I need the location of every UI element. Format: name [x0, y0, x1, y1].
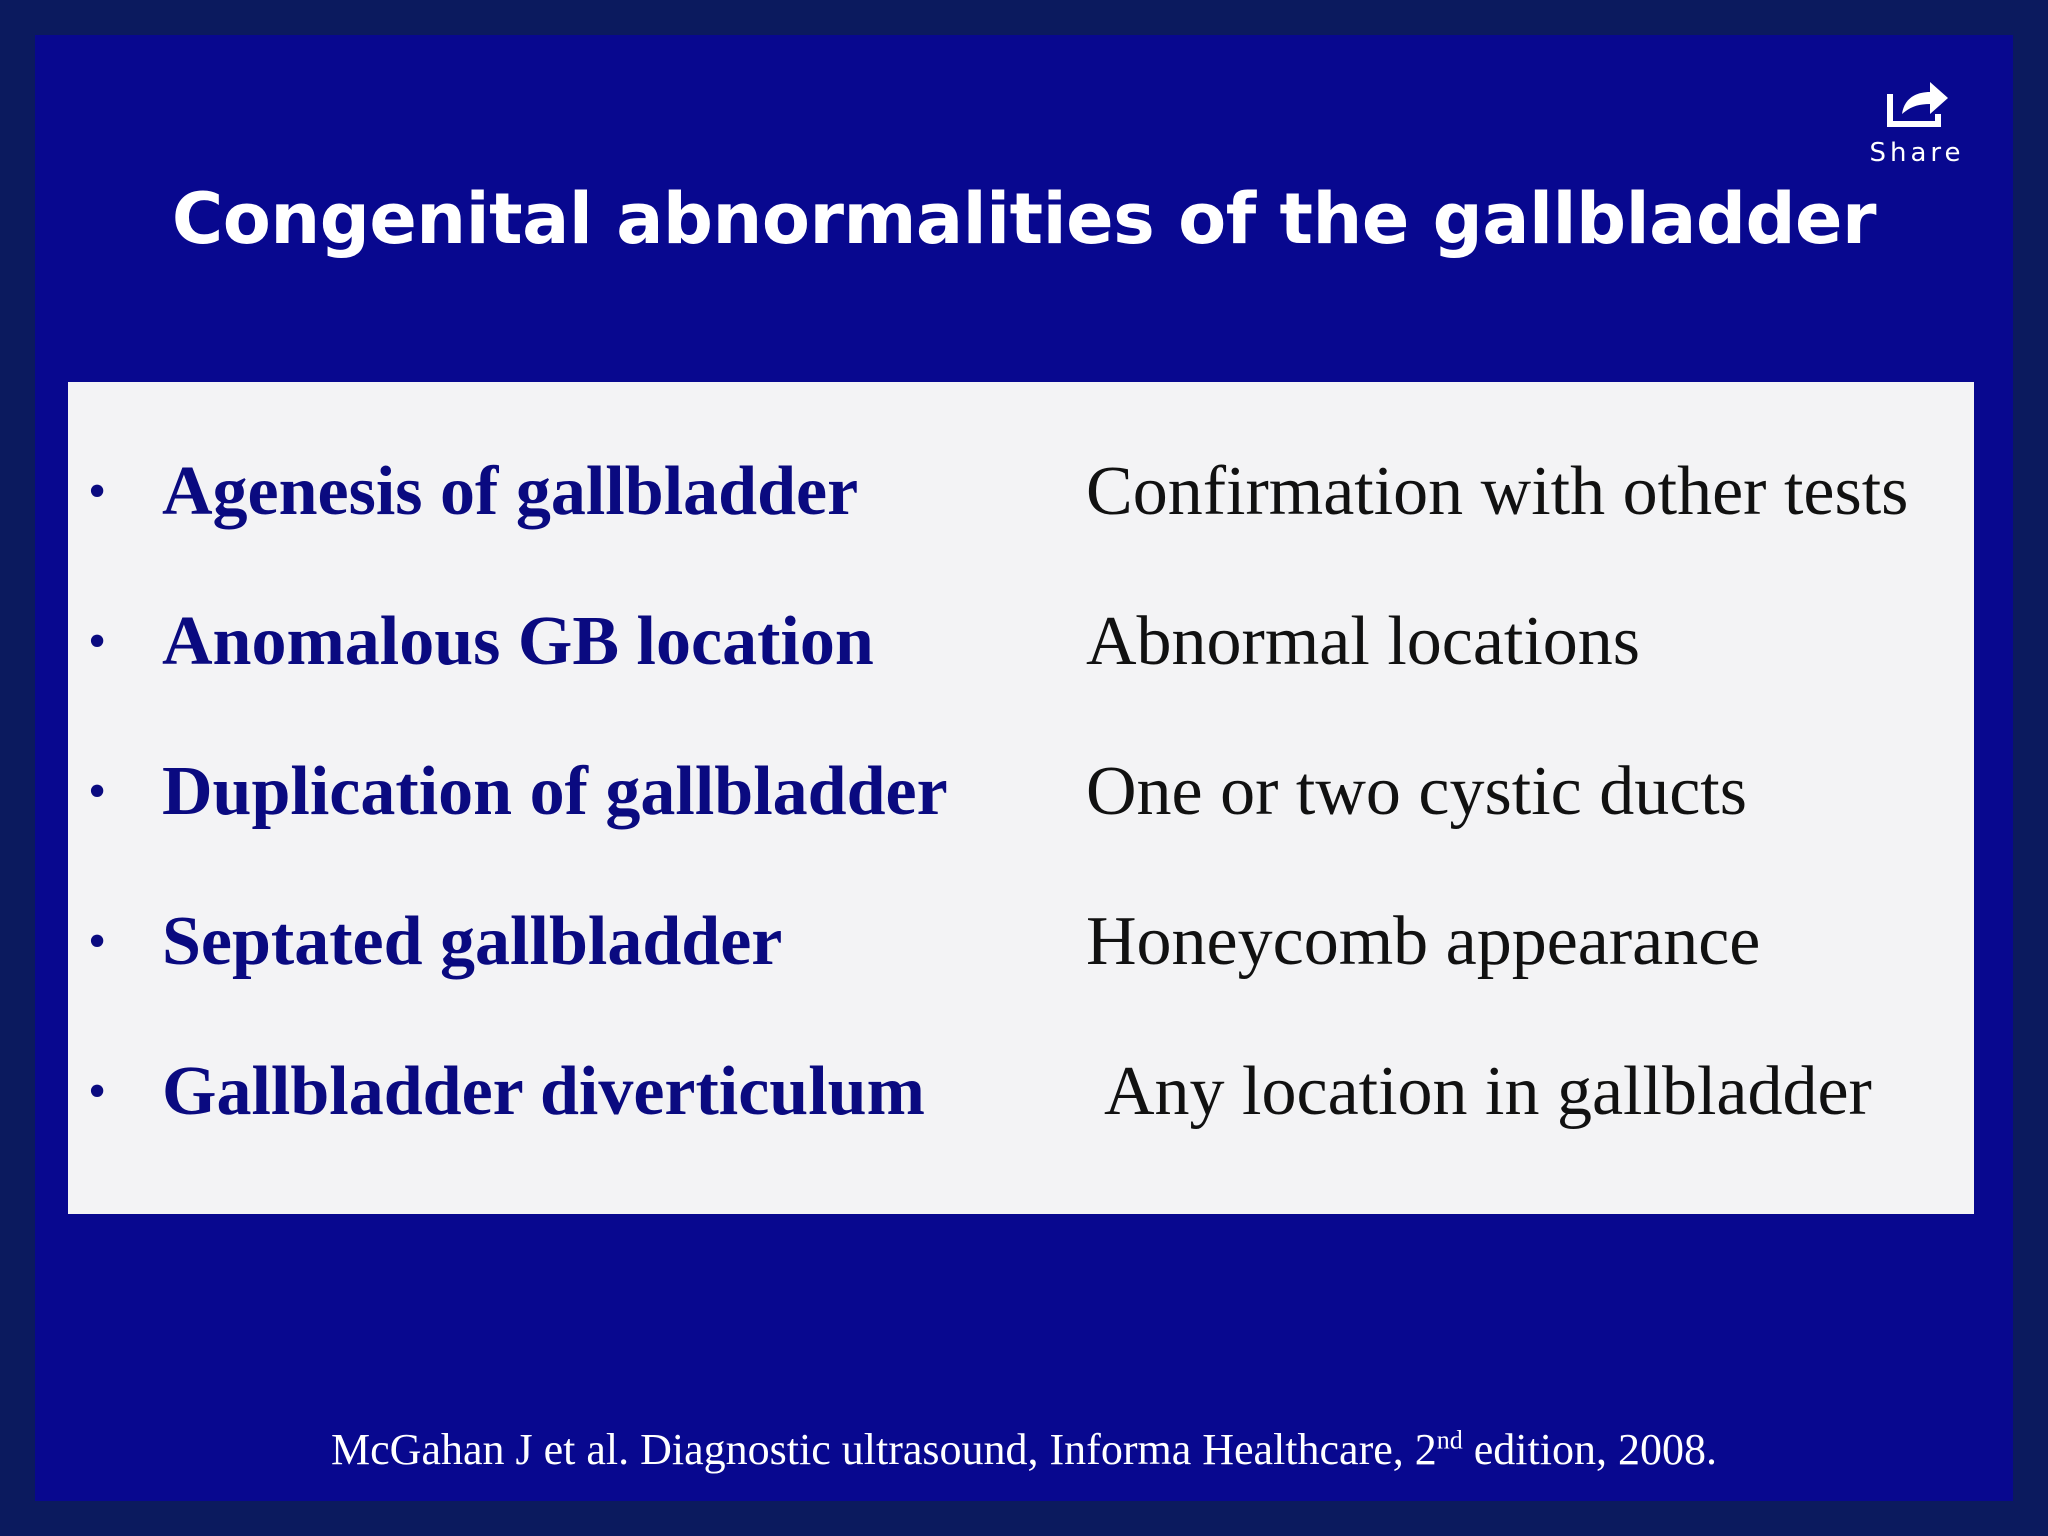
- item-description: Confirmation with other tests: [1086, 453, 1909, 530]
- content-panel: [68, 382, 1974, 1214]
- list-item: [68, 442, 1974, 542]
- item-description: One or two cystic ducts: [1086, 753, 1747, 830]
- share-button[interactable]: [1862, 74, 1972, 168]
- bullet: •: [88, 763, 107, 820]
- list-item: [68, 1042, 1974, 1142]
- item-description: Any location in gallbladder: [1104, 1053, 1872, 1130]
- bullet: •: [88, 1063, 107, 1120]
- citation: [0, 1424, 2048, 1475]
- item-term: Duplication of gallbladder: [162, 753, 948, 830]
- item-term: Agenesis of gallbladder: [162, 453, 859, 530]
- share-icon: [1862, 74, 1972, 132]
- item-term: Septated gallbladder: [162, 903, 783, 980]
- citation-text: McGahan J et al. Diagnostic ultrasound, Informa Healthcare, 2: [331, 1425, 1437, 1474]
- item-description: Honeycomb appearance: [1086, 903, 1761, 980]
- share-label: Share: [1869, 138, 1965, 168]
- item-description: Abnormal locations: [1086, 603, 1641, 680]
- bullet: •: [88, 613, 107, 670]
- list-item: [68, 892, 1974, 992]
- citation-superscript: nd: [1436, 1425, 1463, 1455]
- slide-title: Congenital abnormalities of the gallbladder: [171, 178, 1877, 260]
- list-item: [68, 592, 1974, 692]
- item-term: Gallbladder diverticulum: [162, 1053, 925, 1130]
- list-item: [68, 742, 1974, 842]
- bullet: •: [88, 463, 107, 520]
- citation-text-end: edition, 2008.: [1462, 1425, 1717, 1474]
- item-term: Anomalous GB location: [162, 603, 874, 680]
- bullet: •: [88, 913, 107, 970]
